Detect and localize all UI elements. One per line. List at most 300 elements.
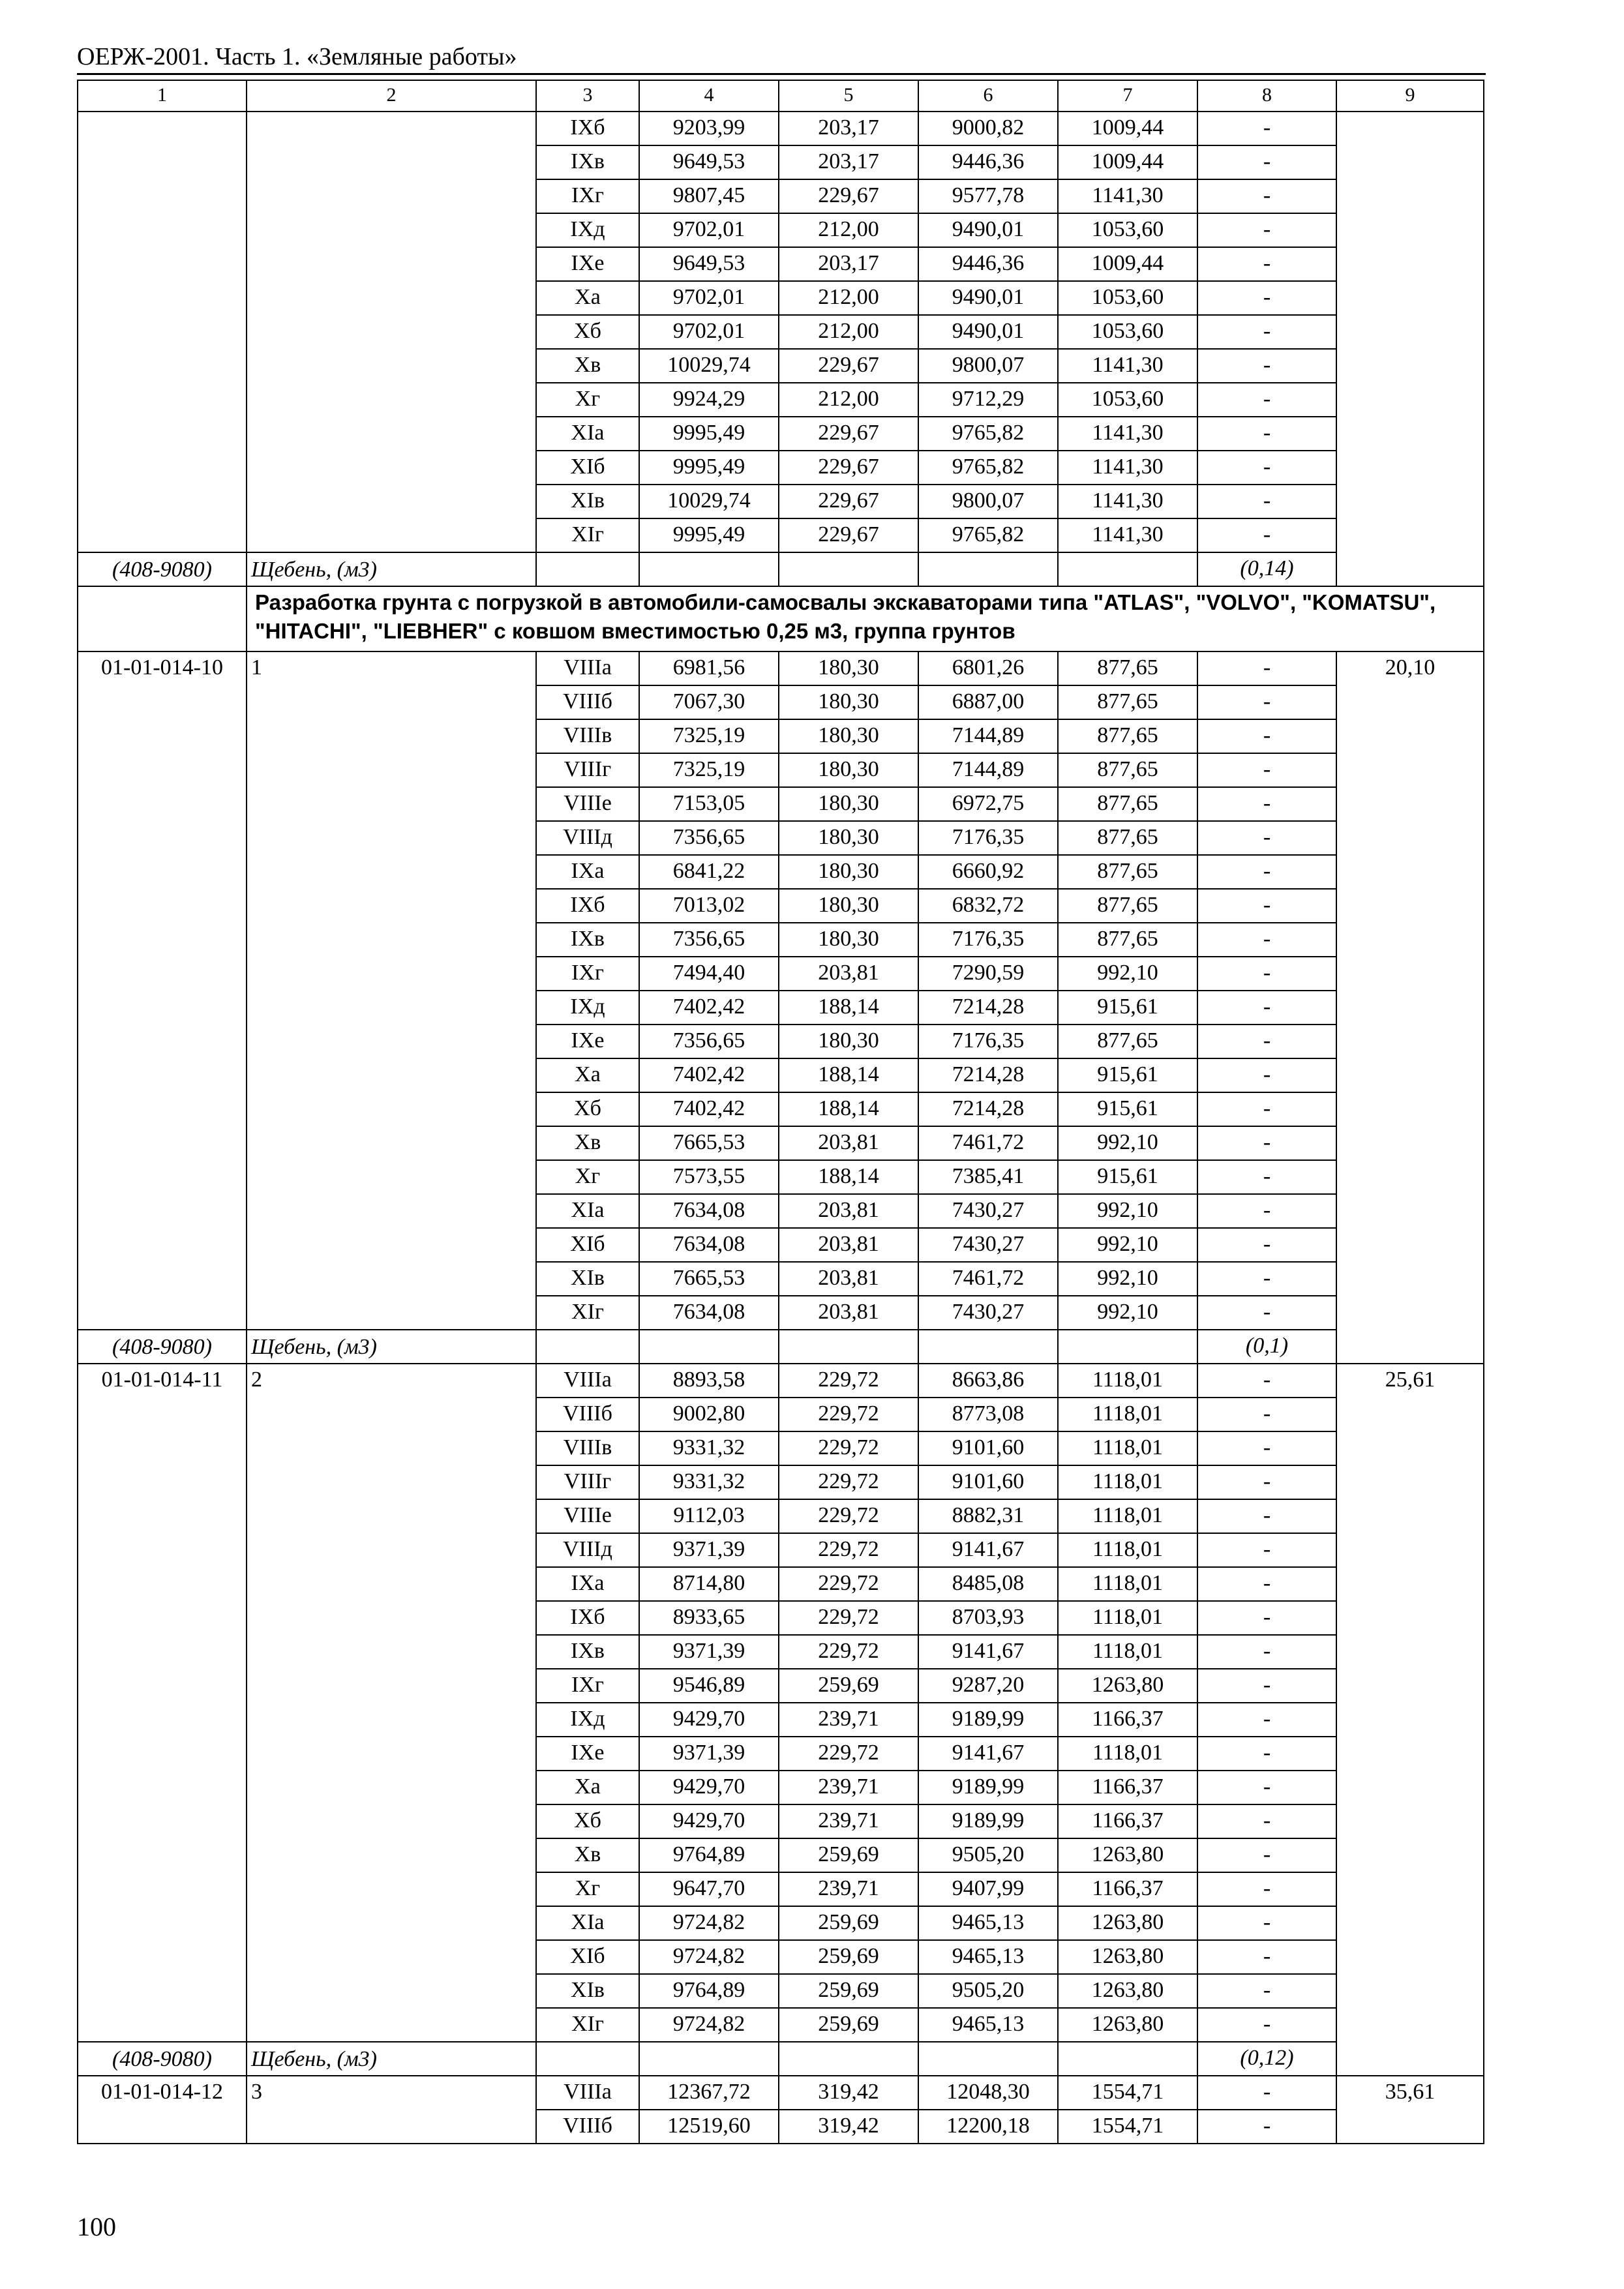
- cell-col-4: 9331,32: [639, 1465, 779, 1499]
- cell-col-4: 9649,53: [639, 145, 779, 179]
- cell-col-6: 9287,20: [918, 1669, 1058, 1703]
- cell-col-4: 7067,30: [639, 685, 779, 719]
- cell-col-6: 9407,99: [918, 1872, 1058, 1906]
- cell-col-6: 7385,41: [918, 1160, 1058, 1194]
- cell-col-6: 9490,01: [918, 213, 1058, 247]
- cell-col-7: 1009,44: [1058, 112, 1197, 145]
- cell-col-7: 915,61: [1058, 1160, 1197, 1194]
- cell-col-5: 229,72: [779, 1499, 918, 1533]
- cell-col-8: -: [1197, 451, 1336, 485]
- cell-col-4: 9429,70: [639, 1771, 779, 1804]
- cell-col-3: VIIIб: [536, 2110, 639, 2144]
- cell-col-4: 6841,22: [639, 855, 779, 889]
- cell-col-8: -: [1197, 112, 1336, 145]
- cell-col-7: 1166,37: [1058, 1804, 1197, 1838]
- cell-col-8: -: [1197, 1296, 1336, 1330]
- rate-col9: [1336, 112, 1484, 586]
- cell-col-5: 259,69: [779, 1906, 918, 1940]
- cell-col-3: IXа: [536, 1567, 639, 1601]
- cell-col-5: 180,30: [779, 753, 918, 787]
- rate-name: 2: [247, 1364, 536, 2042]
- cell-col-6: 6887,00: [918, 685, 1058, 719]
- cell-col-3: VIIIе: [536, 1499, 639, 1533]
- cell-col-7: 877,65: [1058, 719, 1197, 753]
- material-name: Щебень, (м3): [247, 552, 536, 586]
- cell-col-5: 180,30: [779, 719, 918, 753]
- cell-col-3: XIа: [536, 1194, 639, 1228]
- cell-col-5: 180,30: [779, 651, 918, 685]
- cell-col-5: 203,81: [779, 1262, 918, 1296]
- cell-col-4: 9995,49: [639, 518, 779, 552]
- cell-col-4: 7494,40: [639, 957, 779, 991]
- cell-col-8: -: [1197, 1465, 1336, 1499]
- cell-col-7: 1141,30: [1058, 417, 1197, 451]
- cell-col-7: 915,61: [1058, 1092, 1197, 1126]
- material-empty-cell: [639, 2042, 779, 2076]
- material-empty-cell: [918, 2042, 1058, 2076]
- cell-col-8: -: [1197, 1703, 1336, 1737]
- material-empty-cell: [536, 552, 639, 586]
- cell-col-6: 9141,67: [918, 1635, 1058, 1669]
- rate-code: 01-01-014-12: [78, 2076, 247, 2144]
- cell-col-3: Xв: [536, 349, 639, 383]
- cell-col-6: 7144,89: [918, 753, 1058, 787]
- cell-col-5: 203,81: [779, 957, 918, 991]
- cell-col-6: 7430,27: [918, 1228, 1058, 1262]
- material-empty-cell: [1058, 1330, 1197, 1364]
- cell-col-6: 9465,13: [918, 2008, 1058, 2042]
- table-row: [78, 2076, 1484, 2110]
- cell-col-6: 6832,72: [918, 889, 1058, 923]
- rate-col9: 20,10: [1336, 651, 1484, 1364]
- cell-col-4: 6981,56: [639, 651, 779, 685]
- cell-col-6: 9577,78: [918, 179, 1058, 213]
- cell-col-5: 180,30: [779, 821, 918, 855]
- cell-col-6: 8703,93: [918, 1601, 1058, 1635]
- cell-col-6: 9712,29: [918, 383, 1058, 417]
- cell-col-6: 9189,99: [918, 1804, 1058, 1838]
- cell-col-7: 1141,30: [1058, 179, 1197, 213]
- cell-col-4: 9647,70: [639, 1872, 779, 1906]
- rate-name: 3: [247, 2076, 536, 2144]
- cell-col-5: 239,71: [779, 1872, 918, 1906]
- cell-col-3: VIIIв: [536, 719, 639, 753]
- cell-col-8: -: [1197, 1025, 1336, 1058]
- cell-col-4: 9724,82: [639, 1906, 779, 1940]
- material-empty-cell: [918, 1330, 1058, 1364]
- cell-col-4: 9112,03: [639, 1499, 779, 1533]
- cell-col-6: 7214,28: [918, 991, 1058, 1025]
- cell-col-5: 180,30: [779, 855, 918, 889]
- cell-col-7: 992,10: [1058, 957, 1197, 991]
- section-title-code-cell: [78, 586, 247, 651]
- cell-col-3: IXд: [536, 991, 639, 1025]
- cell-col-3: IXд: [536, 213, 639, 247]
- cell-col-8: -: [1197, 2008, 1336, 2042]
- cell-col-4: 9724,82: [639, 2008, 779, 2042]
- cell-col-8: -: [1197, 213, 1336, 247]
- cell-col-6: 9101,60: [918, 1431, 1058, 1465]
- cell-col-8: -: [1197, 1804, 1336, 1838]
- cell-col-5: 180,30: [779, 685, 918, 719]
- cell-col-6: 7430,27: [918, 1296, 1058, 1330]
- cell-col-7: 1009,44: [1058, 247, 1197, 281]
- cell-col-8: -: [1197, 1974, 1336, 2008]
- cell-col-7: 877,65: [1058, 1025, 1197, 1058]
- cell-col-4: 9995,49: [639, 417, 779, 451]
- cell-col-7: 1263,80: [1058, 1940, 1197, 1974]
- cell-col-5: 180,30: [779, 889, 918, 923]
- cell-col-4: 9546,89: [639, 1669, 779, 1703]
- cell-col-3: VIIIг: [536, 1465, 639, 1499]
- cell-col-7: 877,65: [1058, 821, 1197, 855]
- cell-col-3: XIб: [536, 1940, 639, 1974]
- cell-col-4: 7153,05: [639, 787, 779, 821]
- cell-col-7: 877,65: [1058, 855, 1197, 889]
- cell-col-7: 1141,30: [1058, 349, 1197, 383]
- cell-col-3: VIIIе: [536, 787, 639, 821]
- cell-col-3: IXв: [536, 1635, 639, 1669]
- cell-col-6: 9490,01: [918, 315, 1058, 349]
- cell-col-8: -: [1197, 685, 1336, 719]
- cell-col-7: 877,65: [1058, 685, 1197, 719]
- cell-col-6: 9800,07: [918, 485, 1058, 518]
- material-row: [78, 1330, 1484, 1364]
- material-empty-cell: [536, 2042, 639, 2076]
- cell-col-6: 9505,20: [918, 1974, 1058, 2008]
- rate-name: [247, 112, 536, 552]
- cell-col-8: -: [1197, 1431, 1336, 1465]
- cell-col-7: 1263,80: [1058, 1669, 1197, 1703]
- cell-col-8: -: [1197, 1058, 1336, 1092]
- cell-col-5: 229,67: [779, 349, 918, 383]
- cell-col-3: XIг: [536, 2008, 639, 2042]
- cell-col-7: 992,10: [1058, 1126, 1197, 1160]
- cell-col-4: 7325,19: [639, 753, 779, 787]
- cell-col-4: 8893,58: [639, 1364, 779, 1398]
- column-header: 5: [779, 80, 918, 112]
- cell-col-5: 188,14: [779, 991, 918, 1025]
- cell-col-4: 7402,42: [639, 1092, 779, 1126]
- cell-col-6: 9141,67: [918, 1533, 1058, 1567]
- cell-col-7: 1166,37: [1058, 1703, 1197, 1737]
- column-header: 3: [536, 80, 639, 112]
- cell-col-3: IXд: [536, 1703, 639, 1737]
- cell-col-3: IXб: [536, 889, 639, 923]
- cell-col-3: IXг: [536, 957, 639, 991]
- cell-col-3: VIIIг: [536, 753, 639, 787]
- section-title: Разработка грунта с погрузкой в автомобили-самосвалы экскаваторами типа "ATLAS", "VOLVO", "KOMATSU", "HITACHI", "LIEBHER" с ковшом вместимостью 0,25 м3, группа грунтов: [247, 586, 1484, 651]
- column-header: 2: [247, 80, 536, 112]
- cell-col-8: -: [1197, 145, 1336, 179]
- material-row: [78, 552, 1484, 586]
- cell-col-8: -: [1197, 1838, 1336, 1872]
- cell-col-4: 9002,80: [639, 1398, 779, 1431]
- cell-col-4: 9764,89: [639, 1974, 779, 2008]
- material-row: [78, 2042, 1484, 2076]
- cell-col-6: 7176,35: [918, 1025, 1058, 1058]
- cell-col-6: 8663,86: [918, 1364, 1058, 1398]
- cell-col-7: 1118,01: [1058, 1567, 1197, 1601]
- cell-col-3: VIIIб: [536, 685, 639, 719]
- cell-col-3: XIв: [536, 1974, 639, 2008]
- cell-col-7: 877,65: [1058, 889, 1197, 923]
- cell-col-3: VIIIа: [536, 1364, 639, 1398]
- cell-col-5: 203,17: [779, 247, 918, 281]
- cell-col-3: Xг: [536, 383, 639, 417]
- cell-col-3: IXг: [536, 179, 639, 213]
- cell-col-8: -: [1197, 719, 1336, 753]
- cell-col-6: 9765,82: [918, 518, 1058, 552]
- cell-col-5: 259,69: [779, 1940, 918, 1974]
- cell-col-3: IXе: [536, 247, 639, 281]
- cell-col-8: -: [1197, 1737, 1336, 1771]
- cell-col-3: IXе: [536, 1025, 639, 1058]
- material-empty-cell: [536, 1330, 639, 1364]
- cell-col-6: 6801,26: [918, 651, 1058, 685]
- cell-col-3: Xг: [536, 1872, 639, 1906]
- cell-col-6: 7461,72: [918, 1126, 1058, 1160]
- cell-col-5: 319,42: [779, 2076, 918, 2110]
- cell-col-5: 188,14: [779, 1160, 918, 1194]
- material-empty-cell: [1058, 552, 1197, 586]
- cell-col-4: 10029,74: [639, 485, 779, 518]
- cell-col-8: -: [1197, 1771, 1336, 1804]
- cell-col-7: 877,65: [1058, 753, 1197, 787]
- cell-col-7: 1141,30: [1058, 485, 1197, 518]
- column-header: 4: [639, 80, 779, 112]
- material-empty-cell: [1058, 2042, 1197, 2076]
- cell-col-5: 180,30: [779, 787, 918, 821]
- cell-col-7: 915,61: [1058, 1058, 1197, 1092]
- rate-code: [78, 112, 247, 552]
- cell-col-5: 203,81: [779, 1296, 918, 1330]
- cell-col-7: 1263,80: [1058, 2008, 1197, 2042]
- header-rule: [77, 73, 1486, 75]
- cell-col-7: 992,10: [1058, 1296, 1197, 1330]
- material-code: (408-9080): [78, 1330, 247, 1364]
- cell-col-4: 7402,42: [639, 1058, 779, 1092]
- cell-col-7: 1554,71: [1058, 2110, 1197, 2144]
- cell-col-5: 203,81: [779, 1228, 918, 1262]
- cell-col-6: 7176,35: [918, 821, 1058, 855]
- cell-col-3: XIг: [536, 1296, 639, 1330]
- cell-col-6: 7214,28: [918, 1092, 1058, 1126]
- cell-col-7: 1118,01: [1058, 1431, 1197, 1465]
- material-code: (408-9080): [78, 2042, 247, 2076]
- cell-col-3: IXа: [536, 855, 639, 889]
- cell-col-6: 8485,08: [918, 1567, 1058, 1601]
- cell-col-7: 1118,01: [1058, 1601, 1197, 1635]
- cell-col-6: 9505,20: [918, 1838, 1058, 1872]
- rate-col9: 35,61: [1336, 2076, 1484, 2144]
- rates-table: [77, 80, 1484, 2144]
- cell-col-5: 229,72: [779, 1737, 918, 1771]
- cell-col-8: -: [1197, 1533, 1336, 1567]
- cell-col-7: 1141,30: [1058, 451, 1197, 485]
- cell-col-7: 877,65: [1058, 923, 1197, 957]
- cell-col-6: 7461,72: [918, 1262, 1058, 1296]
- cell-col-8: -: [1197, 2110, 1336, 2144]
- cell-col-5: 212,00: [779, 213, 918, 247]
- cell-col-6: 9446,36: [918, 145, 1058, 179]
- cell-col-4: 7356,65: [639, 1025, 779, 1058]
- cell-col-4: 9331,32: [639, 1431, 779, 1465]
- cell-col-7: 1118,01: [1058, 1364, 1197, 1398]
- cell-col-5: 229,72: [779, 1465, 918, 1499]
- cell-col-7: 1053,60: [1058, 281, 1197, 315]
- cell-col-5: 229,67: [779, 179, 918, 213]
- cell-col-4: 7013,02: [639, 889, 779, 923]
- section-title-row: [78, 586, 1484, 651]
- cell-col-5: 259,69: [779, 1838, 918, 1872]
- cell-col-6: 9490,01: [918, 281, 1058, 315]
- page-header: ОЕРЖ-2001. Часть 1. «Земляные работы»: [77, 43, 517, 70]
- cell-col-7: 1118,01: [1058, 1533, 1197, 1567]
- cell-col-8: -: [1197, 1092, 1336, 1126]
- cell-col-3: Xб: [536, 1804, 639, 1838]
- cell-col-5: 239,71: [779, 1804, 918, 1838]
- cell-col-3: Xа: [536, 1771, 639, 1804]
- table-row: [78, 651, 1484, 685]
- cell-col-5: 203,17: [779, 112, 918, 145]
- cell-col-4: 9924,29: [639, 383, 779, 417]
- column-header: 7: [1058, 80, 1197, 112]
- cell-col-8: -: [1197, 1872, 1336, 1906]
- cell-col-8: -: [1197, 1906, 1336, 1940]
- table-row: [78, 1364, 1484, 1398]
- cell-col-8: -: [1197, 281, 1336, 315]
- cell-col-4: 9702,01: [639, 213, 779, 247]
- cell-col-4: 9203,99: [639, 112, 779, 145]
- cell-col-4: 8933,65: [639, 1601, 779, 1635]
- cell-col-5: 212,00: [779, 281, 918, 315]
- cell-col-8: -: [1197, 1601, 1336, 1635]
- cell-col-8: -: [1197, 518, 1336, 552]
- cell-col-6: 8882,31: [918, 1499, 1058, 1533]
- cell-col-6: 9141,67: [918, 1737, 1058, 1771]
- column-header: 9: [1336, 80, 1484, 112]
- column-header-row: [78, 80, 1484, 112]
- cell-col-4: 9995,49: [639, 451, 779, 485]
- cell-col-7: 992,10: [1058, 1194, 1197, 1228]
- cell-col-5: 259,69: [779, 1974, 918, 2008]
- cell-col-6: 9465,13: [918, 1940, 1058, 1974]
- cell-col-8: -: [1197, 1364, 1336, 1398]
- cell-col-6: 6660,92: [918, 855, 1058, 889]
- cell-col-5: 229,72: [779, 1601, 918, 1635]
- rate-code: 01-01-014-10: [78, 651, 247, 1330]
- cell-col-6: 9189,99: [918, 1771, 1058, 1804]
- cell-col-7: 877,65: [1058, 651, 1197, 685]
- cell-col-6: 9765,82: [918, 451, 1058, 485]
- cell-col-5: 180,30: [779, 923, 918, 957]
- cell-col-3: VIIIд: [536, 821, 639, 855]
- cell-col-8: -: [1197, 889, 1336, 923]
- cell-col-5: 188,14: [779, 1092, 918, 1126]
- cell-col-4: 9724,82: [639, 1940, 779, 1974]
- cell-col-6: 7290,59: [918, 957, 1058, 991]
- cell-col-8: -: [1197, 1567, 1336, 1601]
- cell-col-5: 259,69: [779, 2008, 918, 2042]
- cell-col-8: -: [1197, 1398, 1336, 1431]
- cell-col-4: 10029,74: [639, 349, 779, 383]
- cell-col-8: -: [1197, 855, 1336, 889]
- page-number: 100: [77, 2212, 116, 2241]
- cell-col-4: 7634,08: [639, 1194, 779, 1228]
- cell-col-5: 229,72: [779, 1431, 918, 1465]
- cell-col-5: 239,71: [779, 1771, 918, 1804]
- cell-col-3: XIа: [536, 417, 639, 451]
- column-header: 6: [918, 80, 1058, 112]
- cell-col-4: 7634,08: [639, 1228, 779, 1262]
- cell-col-7: 1053,60: [1058, 383, 1197, 417]
- cell-col-3: Xа: [536, 281, 639, 315]
- cell-col-4: 9702,01: [639, 315, 779, 349]
- cell-col-7: 1263,80: [1058, 1838, 1197, 1872]
- material-code: (408-9080): [78, 552, 247, 586]
- cell-col-3: IXб: [536, 1601, 639, 1635]
- cell-col-3: Xб: [536, 1092, 639, 1126]
- cell-col-4: 9807,45: [639, 179, 779, 213]
- cell-col-5: 239,71: [779, 1703, 918, 1737]
- cell-col-3: Xа: [536, 1058, 639, 1092]
- cell-col-8: -: [1197, 1635, 1336, 1669]
- cell-col-8: -: [1197, 1940, 1336, 1974]
- cell-col-7: 1053,60: [1058, 315, 1197, 349]
- cell-col-3: Xв: [536, 1838, 639, 1872]
- cell-col-3: Xв: [536, 1126, 639, 1160]
- cell-col-7: 1053,60: [1058, 213, 1197, 247]
- cell-col-6: 7430,27: [918, 1194, 1058, 1228]
- cell-col-3: IXе: [536, 1737, 639, 1771]
- cell-col-6: 9765,82: [918, 417, 1058, 451]
- cell-col-4: 9429,70: [639, 1703, 779, 1737]
- cell-col-3: IXв: [536, 923, 639, 957]
- cell-col-4: 7356,65: [639, 923, 779, 957]
- cell-col-6: 7144,89: [918, 719, 1058, 753]
- cell-col-4: 9649,53: [639, 247, 779, 281]
- cell-col-7: 992,10: [1058, 1228, 1197, 1262]
- cell-col-3: VIIIв: [536, 1431, 639, 1465]
- cell-col-5: 229,67: [779, 451, 918, 485]
- cell-col-8: -: [1197, 651, 1336, 685]
- cell-col-8: -: [1197, 2076, 1336, 2110]
- cell-col-7: 1554,71: [1058, 2076, 1197, 2110]
- cell-col-5: 203,81: [779, 1126, 918, 1160]
- cell-col-6: 9101,60: [918, 1465, 1058, 1499]
- cell-col-7: 877,65: [1058, 787, 1197, 821]
- cell-col-5: 203,17: [779, 145, 918, 179]
- cell-col-3: IXг: [536, 1669, 639, 1703]
- material-norm: (0,14): [1197, 552, 1336, 586]
- column-header: 8: [1197, 80, 1336, 112]
- cell-col-7: 1166,37: [1058, 1771, 1197, 1804]
- cell-col-7: 1118,01: [1058, 1499, 1197, 1533]
- cell-col-6: 6972,75: [918, 787, 1058, 821]
- cell-col-8: -: [1197, 179, 1336, 213]
- cell-col-7: 1118,01: [1058, 1465, 1197, 1499]
- cell-col-3: IXб: [536, 112, 639, 145]
- cell-col-5: 229,72: [779, 1635, 918, 1669]
- cell-col-3: Xб: [536, 315, 639, 349]
- material-name: Щебень, (м3): [247, 1330, 536, 1364]
- cell-col-4: 9371,39: [639, 1737, 779, 1771]
- cell-col-3: IXв: [536, 145, 639, 179]
- rate-name: 1: [247, 651, 536, 1330]
- cell-col-7: 992,10: [1058, 1262, 1197, 1296]
- cell-col-7: 1118,01: [1058, 1737, 1197, 1771]
